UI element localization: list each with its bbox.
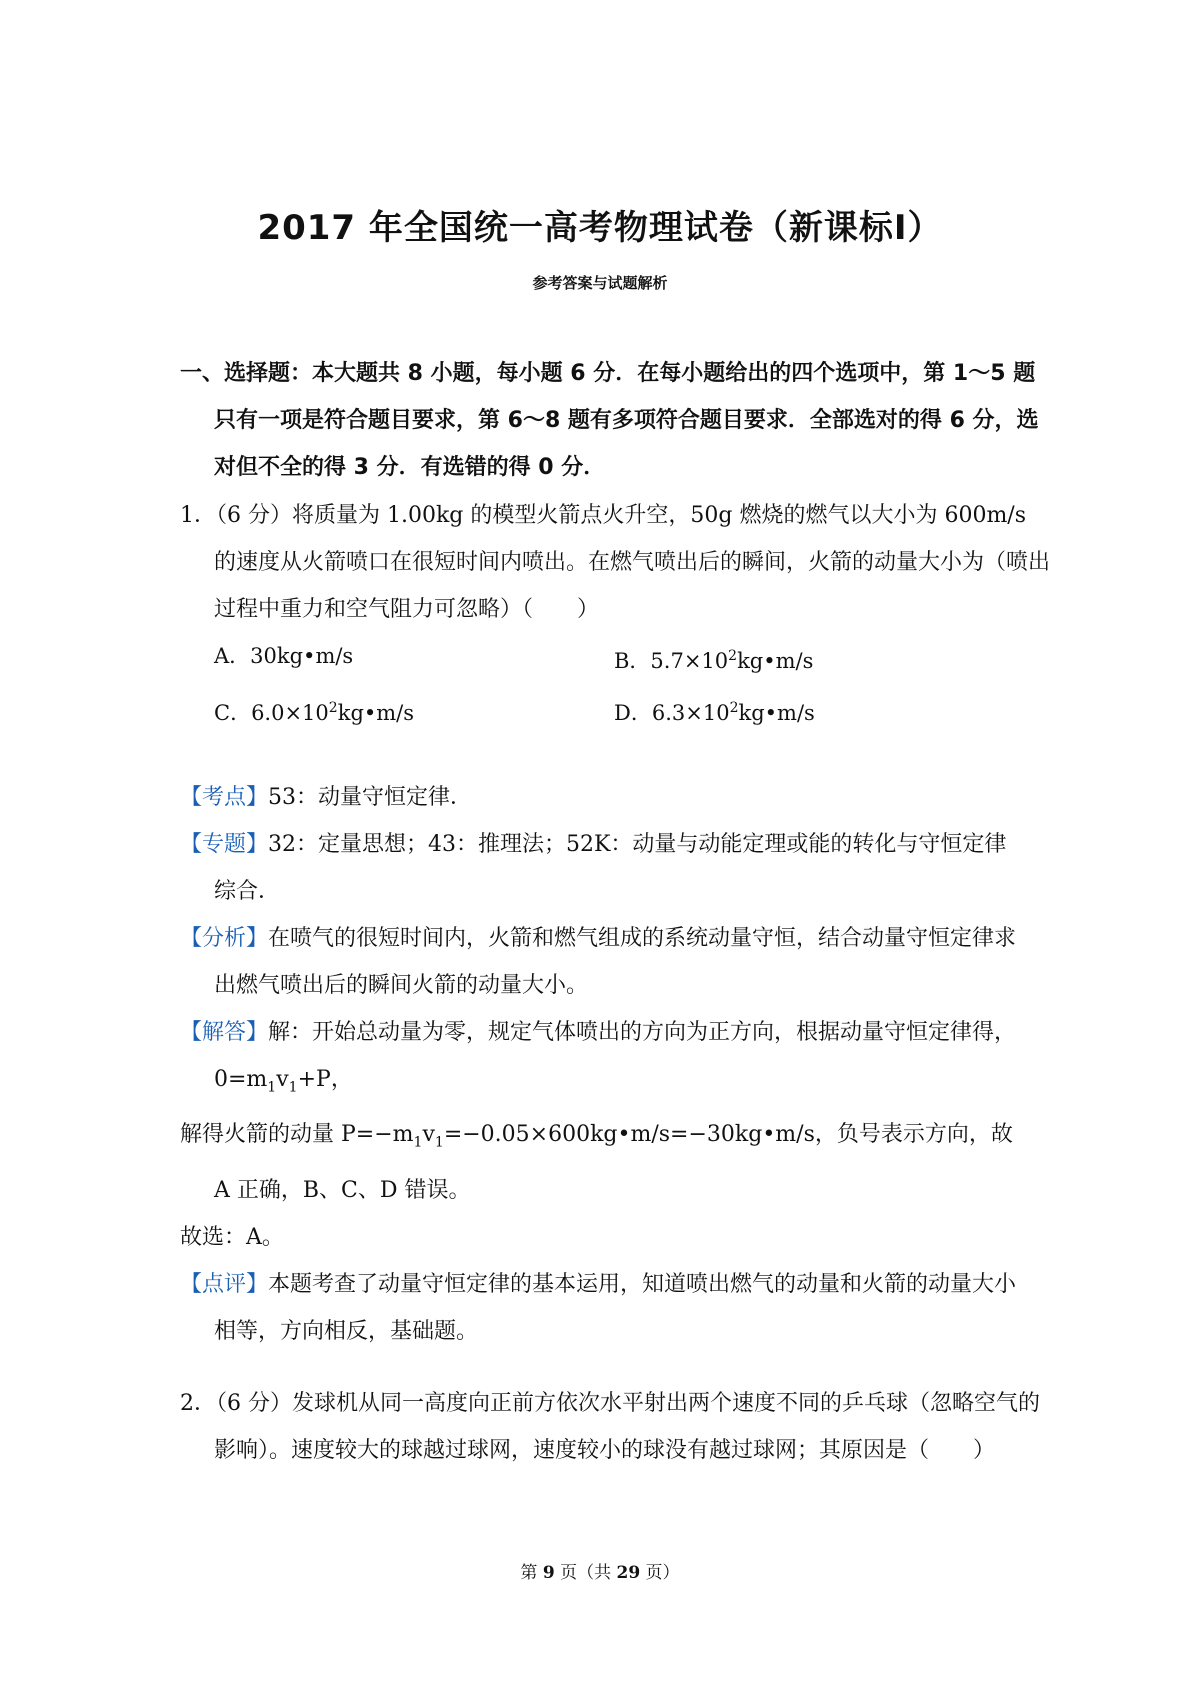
section-heading: 一、选择题：本大题共 8 小题，每小题 6 分．在每小题给出的四个选项中，第 1～5 题只有一项是符合题目要求，第 6～8 题有多项符合题目要求．全部选对的得 6 分，选对但不全的得 3 分．有选错的得 0 分． — [180, 361, 1039, 480]
option-d: D．$6.3\times 10^2kg•m/s$ — [614, 700, 815, 725]
question-2-stem: 发球机从同一高度向正前方依次水平射出两个速度不同的乒乓球（忽略空气的影响）。速度较大的球越过球网，速度较小的球没有越过球网；其原因是（ ） — [214, 1391, 1041, 1463]
question-1-score: （6 分） — [216, 503, 292, 528]
fenxi-tag: 【分析】 — [180, 926, 269, 951]
page-footer: 第 9 页（共 29 页） — [520, 1563, 680, 1583]
jieda-paragraph: 【解答】解：开始总动量为零，规定气体喷出的方向为正方向，根据动量守恒定律得，$0=m_1v_1+P$， — [180, 1020, 1017, 1096]
question-2-score: （6 分） — [216, 1391, 292, 1416]
zhuanti-paragraph: 【专题】32：定量思想；43：推理法；52K：动量与动能定理或能的转化与守恒定律综合． — [180, 832, 1007, 904]
jieda-tag: 【解答】 — [180, 1020, 269, 1045]
current-page-number: 9 — [542, 1563, 555, 1583]
total-page-count: 29 — [616, 1563, 641, 1583]
question-1 — [180, 492, 1054, 633]
question-2 — [180, 1380, 1054, 1474]
question-1-options — [214, 633, 1014, 737]
choice-paragraph: 故选：A。 — [180, 1224, 284, 1250]
kaodian-paragraph: 【考点】53：动量守恒定律． — [180, 785, 473, 810]
page-subtitle: 参考答案与试题解析 — [532, 274, 668, 292]
fenxi-paragraph: 【分析】在喷气的很短时间内，火箭和燃气组成的系统动量守恒，结合动量守恒定律求出燃气喷出后的瞬间火箭的动量大小。 — [180, 926, 1017, 998]
option-c: C．$6.0\times 10^2kg•m/s$ — [214, 700, 415, 725]
question-2-number: 2． — [180, 1391, 216, 1416]
question-1-number: 1． — [180, 503, 216, 528]
option-b: B．$5.7\times 10^2kg•m/s$ — [614, 648, 814, 673]
zhuanti-tag: 【专题】 — [180, 832, 269, 857]
option-a: A．30kg•m/s — [214, 644, 354, 668]
question-1-stem: 将质量为 1.00kg 的模型火箭点火升空，50g 燃烧的燃气以大小为 600m/s 的速度从火箭喷口在很短时间内喷出。在燃气喷出后的瞬间，火箭的动量大小为（喷出过程中重力和空气阻力可忽略）（ ） — [214, 503, 1051, 622]
dianping-tag: 【点评】 — [180, 1271, 269, 1297]
page-title: 2017 年全国统一高考物理试卷（新课标Ⅰ） — [257, 208, 943, 248]
kaodian-tag: 【考点】 — [180, 785, 269, 810]
analysis-section — [180, 774, 1020, 1355]
dianping-paragraph: 【点评】本题考查了动量守恒定律的基本运用，知道喷出燃气的动量和火箭的动量大小相等，方向相反，基础题。 — [180, 1271, 1017, 1344]
result-paragraph: 解得火箭的动量 $P=-m_1v_1=-0.05\times 600kg•m/s=-30kg•m/s$，负号表示方向，故 A 正确，B、C、D 错误。 — [180, 1122, 1013, 1203]
